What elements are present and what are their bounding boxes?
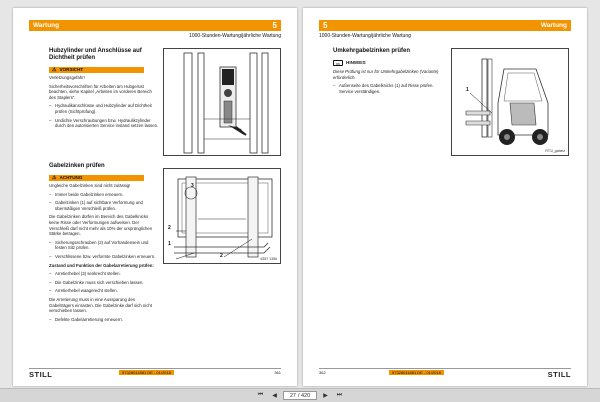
achtung-list [49,192,159,198]
list-item: – Arretierhebel (3) senkrecht stellen. [49,271,159,277]
viewer-toolbar [0,388,600,402]
figure-hubzylinder [163,48,281,156]
vorsicht-lead: Verletzungsgefahr! [49,75,85,80]
left-page [13,8,297,386]
achtung-label: ACHTUNG [59,175,83,180]
page-current: 27 [289,392,296,399]
vorsicht-box [49,67,144,73]
left-header-title: Wartung [33,22,60,29]
section1-list [49,103,159,128]
page-number: 362 [319,370,326,375]
list-item: – Verschlissene bzw. verformte Gabelzinken erneuern. [49,254,159,260]
doc-code: 57328011881 DE - 01/2018 [119,370,174,375]
still-logo: STILL [29,370,53,379]
vorsicht-text: Sicherheitsvorschriften für Arbeiten am Hubgerüst beachten, siehe Kapitel „Arbeiten im vorderen Bereich des Staplers“. [49,83,152,100]
warning-triangle-icon: ⚠ [52,67,57,73]
achtung-box [49,175,144,181]
section2-list-b [49,240,159,260]
list-item: – Undichte Verschraubungen bzw. Hydraulikzylinder durch den autorisierten Service instand setzen lassen. [49,118,159,129]
list-item: – Defekte Gabelarretierung erneuern. [49,317,159,323]
fork-illustration [164,169,282,265]
callout-2b: 2 [220,253,223,259]
left-footer [29,368,281,379]
right-section-title: Umkehrgabelzinken prüfen [333,48,411,54]
book-icon: ▭ [333,60,343,66]
section-gabelzinken [49,163,159,325]
right-list [333,83,445,94]
section2-para2: Die Arretierung muss in eine Aussparung des Gabelträgers einrasten. Die Gabelzinke darf sich nicht verschieben lassen. [49,296,152,314]
figure-forklift [451,48,569,156]
forklift-illustration [452,49,570,157]
section1-title: Hubzylinder und Anschlüsse auf Dichtheit prüfen [49,48,142,61]
right-header-bar [319,20,571,31]
vorsicht-label: VORSICHT [59,67,84,72]
list-item: – Gabelzinken (1) auf sichtbare Verformung und übermäßigen Verschleiß prüfen. [49,200,159,211]
list-item: – Die Gabelzinke muss sich verschieben lassen. [49,280,159,286]
section2-para: Die Gabelzinken dürfen im Bereich des Gabelknicks keine Risse oder Verformungen aufweisen. Der Verschleiß darf nicht mehr als 10% der ursprünglichen Stärke betragen. [49,214,153,237]
callout-2: 2 [168,225,171,231]
section2-list-a [49,200,159,211]
list-item: – Hydraulikanschlüsse und Hubzylinder auf Dichtheit prüfen (Sichtprüfung). [49,103,159,114]
hinweis-label: HINWEIS [346,60,366,66]
hinweis-text: Diese Prüfung ist nur für Umkehrgabelzinken (Variante) erforderlich. [333,69,439,80]
callout-3: 3 [191,183,194,189]
section2-list-c [49,271,159,294]
figure-code: RT1l_gabelz [545,149,565,153]
doc-code: 57328011881 DE - 01/2018 [389,370,444,375]
section-umkehrgabelzinken [333,48,445,97]
mast-cylinder-illustration [164,49,282,157]
previous-page-icon[interactable]: ◀ [272,393,277,399]
figure-code: 6357 1356 [260,257,277,261]
still-logo: STILL [547,370,571,379]
page-number: 361 [274,370,281,375]
right-header-number: 5 [323,21,328,30]
callout-1: 1 [168,241,171,247]
page-total: / 420 [297,392,311,399]
right-page [303,8,587,386]
section2-bold-label: Zustand und Funktion der Gabelarretierung prüfen: [49,262,154,268]
left-subheader: 1000-Stunden-Wartung/jährliche Wartung [189,33,281,39]
right-footer [319,368,571,379]
list-item: – Immer beide Gabelzinken erneuern. [49,192,159,198]
right-header-title: Wartung [540,22,567,29]
first-page-icon[interactable]: ⏮ [257,392,264,398]
hinweis-box [333,60,445,66]
last-page-icon[interactable]: ⏭ [336,392,343,398]
achtung-lead: Ungleiche Gabelzinken sind nicht zulässig! [49,183,131,188]
list-item: – Außenseite des Gabelknicks (1) auf Risse prüfen. Service verständigen. [333,83,445,94]
list-item: – Arretierhebel waagerecht stellen. [49,288,159,294]
left-header-number: 5 [272,21,277,30]
figure-gabelzinken [163,168,281,264]
section2-title: Gabelzinken prüfen [49,163,105,169]
section-hubzylinder [49,48,159,132]
left-header-bar [29,20,281,31]
next-page-icon[interactable]: ▶ [323,393,328,399]
warning-triangle-icon: ⚠ [52,175,57,181]
page-indicator[interactable] [283,391,317,400]
list-item: – Sicherungsschrauben (2) auf Vorhandensein und festen Sitz prüfen. [49,240,159,251]
callout-1: 1 [466,87,469,93]
right-subheader: 1000-Stunden-Wartung/jährliche Wartung [319,33,411,39]
section2-list-d [49,317,159,323]
